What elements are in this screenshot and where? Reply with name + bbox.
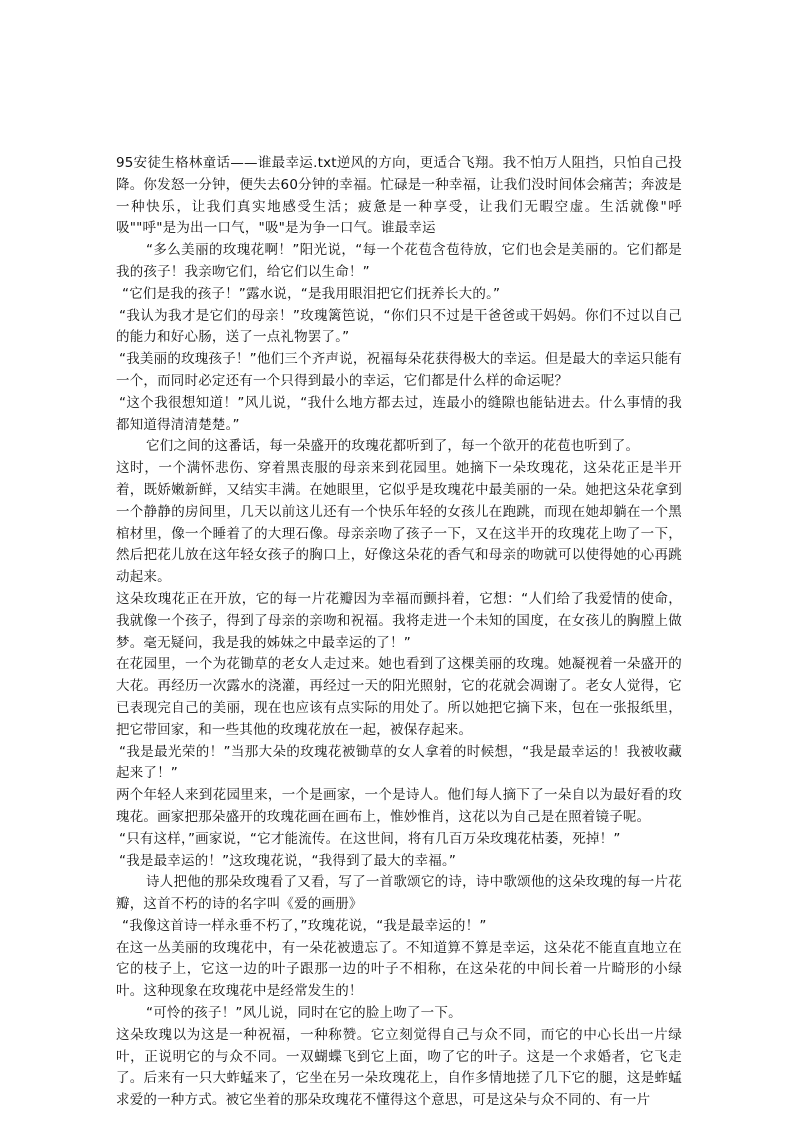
paragraph: 诗人把他的那朵玫瑰看了又看，写了一首歌颂它的诗，诗中歌颂他的这朵玫瑰的每一片花瓣，这首不朽的诗的名字叫《爱的画册》 <box>116 874 682 913</box>
paragraph: “我美丽的玫瑰孩子！”他们三个齐声说，祝福每朵花获得极大的幸运。但是最大的幸运只能有一个，而同时必定还有一个只得到最小的幸运，它们都是什么样的命运呢？ <box>116 351 682 389</box>
paragraph: “我是最光荣的！”当那大朵的玫瑰花被锄草的女人拿着的时候想，“我是最幸运的！我被收藏起来了！” <box>116 743 682 782</box>
paragraph: “它们是我的孩子！”露水说，“是我用眼泪把它们抚养长大的。” <box>122 285 501 302</box>
paragraph: “我认为我才是它们的母亲！”玫瑰篱笆说，“你们只不过是干爸爸或干妈妈。你们不过以自己的能力和好心肠，送了一点礼物罢了。” <box>116 307 682 346</box>
paragraph: 它们之间的这番话，每一朵盛开的玫瑰花都听到了，每一个欲开的花苞也听到了。 <box>146 438 640 455</box>
paragraph: 在这一丛美丽的玫瑰花中，有一朵花被遗忘了。不知道算不算是幸运，这朵花不能直直地立在它的枝子上，它这一边的叶子跟那一边的叶子不相称，在这朵花的中间长着一片畸形的小绿叶。这种现象在玫瑰花中是经常发生的！ <box>116 939 682 1000</box>
paragraph: “我像这首诗一样永垂不朽了，”玫瑰花说，“我是最幸运的！” <box>122 917 487 934</box>
document-page <box>116 153 682 1112</box>
paragraph: 两个年轻人来到花园里来，一个是画家，一个是诗人。他们每人摘下了一朵自以为最好看的玫瑰花。画家把那朵盛开的玫瑰花画在画布上，惟妙惟肖，这花以为自己是在照着镜子呢。 <box>116 787 682 825</box>
paragraph: 在花园里，一个为花锄草的老女人走过来。她也看到了这棵美丽的玫瑰。她凝视着一朵盛开的大花。再经历一次露水的浇灌，再经过一天的阳光照射，它的花就会凋谢了。老女人觉得，它已表现完自己的美丽，现在也应该有点实际的用处了。所以她把它摘下来，包在一张报纸里，把它带回家，和一些其他的玫瑰花放在一起，被保存起来。 <box>116 656 682 738</box>
paragraph: “我是最幸运的！”这玫瑰花说，“我得到了最大的幸福。” <box>119 852 457 869</box>
paragraph: “这个我很想知道！”风儿说，“我什么地方都去过，连最小的缝隙也能钻进去。什么事情的我都知道得清清楚楚。” <box>116 394 682 433</box>
paragraph: “可怜的孩子！”风儿说，同时在它的脸上吻了一下。 <box>146 1005 462 1022</box>
paragraph: 这朵玫瑰以为这是一种祝福，一种称赞。它立刻觉得自己与众不同，而它的中心长出一片绿叶，正说明它的与众不同。一双蝴蝶飞到它上面，吻了它的叶子。这是一个求婚者，它飞走了。后来有一只大蚱蜢来了，它坐在另一朵玫瑰花上，自作多情地搓了几下它的腿，这是蚱蜢求爱的一种方式。被它坐着的那朵玫瑰花不懂得这个意思，可是这朵与众不同的、有一片 <box>116 1026 682 1109</box>
paragraph: “多么美丽的玫瑰花啊！”阳光说，“每一个花苞含苞待放，它们也会是美丽的。它们都是我的孩子！我亲吻它们，给它们以生命！” <box>116 242 682 280</box>
paragraph: 这朵玫瑰花正在开放，它的每一片花瓣因为幸福而颤抖着，它想：“人们给了我爱情的使命，我就像一个孩子，得到了母亲的亲吻和祝福。我将走进一个未知的国度，在女孩儿的胸膛上做梦。毫无疑问，我是我的姊妹之中最幸运的了！” <box>116 590 682 651</box>
paragraph: 这时，一个满怀悲伤、穿着黑丧服的母亲来到花园里。她摘下一朵玫瑰花，这朵花正是半开着，既娇嫩新鲜，又结实丰满。在她眼里，它似乎是玫瑰花中最美丽的一朵。她把这朵花拿到一个静静的房间里，几天以前这儿还有一个快乐年轻的女孩儿在跑跳，而现在她却躺在一个黑棺材里，像一个睡着了的大理石像。母亲亲吻了孩子一下，又在这半开的玫瑰花上吻了一下，然后把花儿放在这年轻女孩子的胸口上，好像这朵花的香气和母亲的吻就可以使得她的心再跳动起来。 <box>116 460 682 586</box>
paragraph: “只有这样，”画家说，“它才能流传。在这世间，将有几百万朵玫瑰花枯萎，死掉！” <box>119 830 621 847</box>
paragraph: 95安徒生格林童话——谁最幸运.txt逆风的方向，更适合飞翔。我不怕万人阻挡，只怕自己投降。你发怒一分钟，便失去60分钟的幸福。忙碌是一种幸福，让我们没时间体会痛苦；奔波是一种快乐，让我们真实地感受生活；疲惫是一种享受，让我们无暇空虚。生活就像"呼吸""呼"是为出一口气，"吸"是为争一口气。谁最幸运 <box>116 155 682 237</box>
